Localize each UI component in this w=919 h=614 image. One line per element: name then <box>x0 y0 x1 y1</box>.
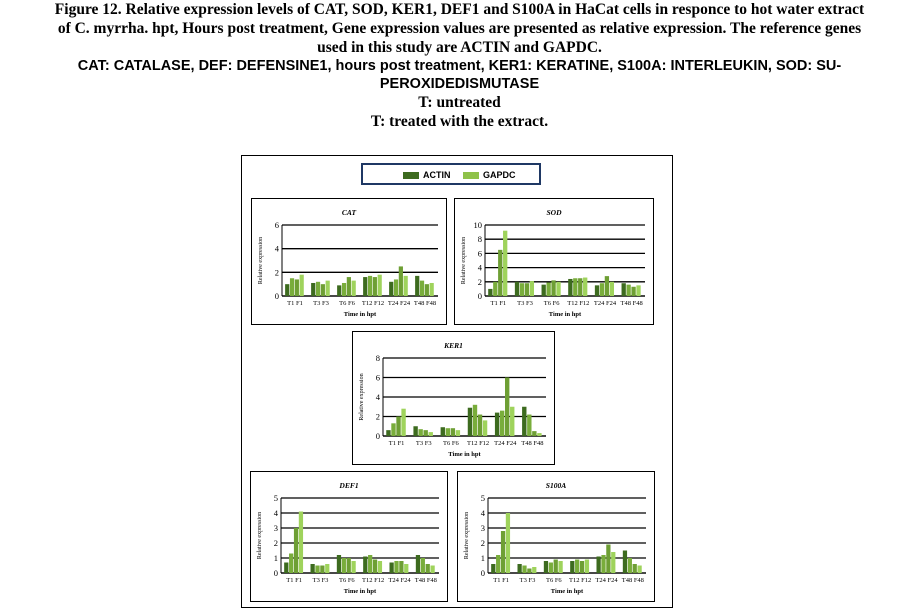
bar <box>363 277 367 296</box>
bar <box>605 276 609 296</box>
bar <box>337 555 341 573</box>
bar <box>378 561 382 573</box>
y-tick-label: 6 <box>375 372 380 383</box>
y-tick-label: 8 <box>375 353 380 363</box>
bar <box>478 415 482 436</box>
x-axis-label: Time in hpt <box>343 588 377 595</box>
y-tick-label: 6 <box>274 220 279 230</box>
bar <box>532 431 536 436</box>
bar <box>596 557 600 574</box>
x-axis-label: Time in hpt <box>343 311 377 318</box>
bar <box>425 284 429 296</box>
bar <box>628 558 632 573</box>
bar <box>289 554 293 574</box>
bar <box>510 407 514 436</box>
bar <box>515 282 519 296</box>
x-tick-label: T12 F12 <box>361 300 385 307</box>
x-tick-label: T24 F24 <box>595 577 618 584</box>
y-tick-label: 0 <box>273 568 278 578</box>
panel-ker1 <box>352 331 555 465</box>
bar <box>320 566 324 574</box>
bar <box>610 282 614 296</box>
bar <box>446 428 450 436</box>
bar <box>373 277 377 296</box>
x-tick-label: T24 F24 <box>593 300 617 307</box>
caption-line-2: of C. myrrha. hpt, Hours post treatment, Gene expression values are presented as relative expression. The reference genes <box>57 20 862 37</box>
y-tick-label: 10 <box>473 220 482 230</box>
bar <box>546 283 550 296</box>
bar <box>537 433 541 436</box>
y-tick-label: 2 <box>375 411 380 422</box>
bar <box>611 552 615 573</box>
y-tick-label: 4 <box>274 243 279 254</box>
bar <box>626 285 630 296</box>
chart-title-ker1: KER1 <box>444 341 463 350</box>
x-tick-label: T3 F3 <box>312 577 329 584</box>
bar <box>424 430 428 436</box>
y-tick-label: 4 <box>480 508 485 518</box>
bar <box>347 277 351 296</box>
bar <box>456 430 460 436</box>
x-tick-label: T24 F24 <box>387 300 411 307</box>
x-tick-label: T24 F24 <box>494 440 517 447</box>
panel-def1 <box>250 471 448 602</box>
y-tick-label: 0 <box>274 291 279 301</box>
x-tick-label: T3 F3 <box>313 300 329 307</box>
x-tick-label: T12 F12 <box>466 440 490 447</box>
y-axis-label: Relative expression <box>258 236 264 285</box>
bar <box>294 528 298 573</box>
bar <box>500 411 504 436</box>
bar <box>430 283 434 296</box>
bar <box>636 285 640 296</box>
x-tick-label: T12 F12 <box>362 577 385 584</box>
x-tick-label: T48 F48 <box>620 300 643 307</box>
bar <box>396 417 400 437</box>
caption-line-3: used in this study are ACTIN and GAPDC. <box>317 39 602 56</box>
bar <box>368 276 372 296</box>
bar <box>631 287 635 296</box>
y-tick-label: 3 <box>273 523 278 533</box>
x-tick-label: T1 F1 <box>286 577 303 584</box>
bar <box>532 567 536 573</box>
bar <box>491 564 495 573</box>
bar <box>429 432 433 436</box>
bar <box>363 557 367 574</box>
bar <box>520 283 524 296</box>
x-tick-label: T48 F48 <box>621 577 644 584</box>
chart-def1 <box>251 472 447 601</box>
bar <box>633 564 637 573</box>
bar <box>401 409 405 436</box>
bar <box>413 426 417 436</box>
x-tick-label: T12 F12 <box>567 300 590 307</box>
bar <box>580 561 584 573</box>
bar <box>421 558 425 573</box>
bar <box>386 430 390 436</box>
bar <box>316 282 320 296</box>
y-axis-label: Relative expression <box>257 511 263 560</box>
panel-cat <box>251 198 447 325</box>
y-tick-label: 4 <box>273 508 278 518</box>
bar <box>399 266 403 296</box>
bar <box>517 564 521 573</box>
chart-cat <box>252 199 446 324</box>
chart-legend <box>361 163 541 185</box>
bar <box>468 408 472 436</box>
bar <box>549 563 553 574</box>
bar <box>585 560 589 574</box>
bar <box>522 407 526 436</box>
bar <box>315 566 319 574</box>
bar <box>352 281 356 296</box>
legend-item-gapdc <box>463 170 516 180</box>
bar <box>637 566 641 574</box>
bar <box>495 413 499 436</box>
bar <box>503 231 507 296</box>
x-axis-label: Time in hpt <box>550 588 584 595</box>
y-axis-label: Relative expression <box>461 236 467 285</box>
bar <box>368 555 372 573</box>
bar <box>451 428 455 436</box>
bar <box>337 285 341 296</box>
bar <box>300 275 304 296</box>
bar <box>522 566 526 574</box>
x-tick-label: T6 F6 <box>545 577 562 584</box>
bar <box>558 561 562 573</box>
bar <box>530 281 534 296</box>
bar <box>391 423 395 436</box>
bar <box>583 278 587 296</box>
bar <box>351 561 355 573</box>
legend-swatch-actin <box>403 172 419 179</box>
x-tick-label: T1 F1 <box>490 300 507 307</box>
bar <box>501 531 505 573</box>
x-axis-label: Time in hpt <box>448 451 481 458</box>
x-tick-label: T1 F1 <box>388 440 405 447</box>
bar <box>573 278 577 296</box>
bar <box>551 280 555 296</box>
y-tick-label: 4 <box>375 392 380 402</box>
bar <box>295 279 299 296</box>
x-tick-label: T6 F6 <box>338 577 355 584</box>
bar <box>285 284 289 296</box>
bar <box>568 279 572 296</box>
y-axis-label: Relative expression <box>359 373 365 421</box>
abbreviations-line-1: CAT: CATALASE, DEF: DEFENSINE1, hours post treatment, KER1: KERATINE, S100A: INTERLEUKIN, SOD: SU- <box>77 58 842 74</box>
bar <box>544 561 548 573</box>
legend-swatch-gapdc <box>463 172 479 179</box>
bar <box>321 284 325 296</box>
y-tick-label: 2 <box>274 267 279 278</box>
bar <box>310 564 314 573</box>
note-treated: T: treated with the extract. <box>370 113 549 130</box>
abbreviations-line-2: PEROXIDEDISMUTASE <box>379 76 540 92</box>
y-tick-label: 0 <box>480 568 485 578</box>
x-tick-label: T48 F48 <box>413 300 437 307</box>
bar <box>416 555 420 573</box>
figure-caption <box>0 0 919 131</box>
bar <box>326 281 330 296</box>
note-untreated: T: untreated <box>418 94 501 111</box>
bar <box>527 569 531 574</box>
panel-s100a <box>457 471 655 602</box>
chart-title-cat: CAT <box>341 208 357 217</box>
bar <box>373 560 377 574</box>
bar <box>441 427 445 436</box>
y-tick-label: 2 <box>273 538 278 548</box>
bar <box>601 555 605 573</box>
bar <box>325 564 329 573</box>
y-tick-label: 2 <box>477 276 482 287</box>
x-tick-label: T3 F3 <box>415 440 432 447</box>
x-tick-label: T48 F48 <box>521 440 544 447</box>
bar <box>570 561 574 573</box>
y-tick-label: 0 <box>375 431 380 441</box>
bar <box>399 561 403 573</box>
bar <box>426 564 430 573</box>
bar <box>347 558 351 573</box>
x-tick-label: T48 F48 <box>414 577 437 584</box>
bar <box>623 551 627 574</box>
bar <box>420 281 424 296</box>
chart-title-s100a: S100A <box>545 481 567 490</box>
bar <box>542 285 546 296</box>
bar <box>600 283 604 296</box>
bar <box>299 512 303 574</box>
legend-label-gapdc: GAPDC <box>483 170 516 180</box>
y-tick-label: 2 <box>480 538 485 548</box>
x-tick-label: T6 F6 <box>543 300 560 307</box>
bar <box>525 283 529 296</box>
x-tick-label: T3 F3 <box>519 577 536 584</box>
x-tick-label: T1 F1 <box>493 577 510 584</box>
bar <box>284 563 288 574</box>
chart-title-sod: SOD <box>546 208 562 217</box>
bar <box>394 279 398 296</box>
bar <box>488 289 492 296</box>
bar <box>483 420 487 436</box>
bar <box>404 276 408 296</box>
y-tick-label: 8 <box>477 234 482 245</box>
chart-sod <box>455 199 653 324</box>
panel-sod <box>454 198 654 325</box>
chart-s100a <box>458 472 654 601</box>
x-axis-label: Time in hpt <box>548 311 582 318</box>
caption-line-1: Figure 12. Relative expression levels of CAT, SOD, KER1, DEF1 and S100A in HaCat cells in responce to hot water extract <box>54 1 865 18</box>
y-tick-label: 5 <box>273 493 278 503</box>
bar <box>311 283 315 296</box>
bar <box>493 282 497 296</box>
bar <box>595 285 599 296</box>
y-axis-label: Relative expression <box>464 511 470 560</box>
bar <box>527 415 531 436</box>
bar <box>389 563 393 574</box>
x-tick-label: T6 F6 <box>339 300 355 307</box>
bar <box>404 564 408 573</box>
bar <box>556 282 560 296</box>
legend-item-actin <box>403 170 451 180</box>
y-tick-label: 1 <box>273 553 278 563</box>
x-tick-label: T6 F6 <box>443 440 459 447</box>
x-tick-label: T1 F1 <box>287 300 303 307</box>
chart-ker1 <box>353 332 554 464</box>
bar <box>473 405 477 436</box>
bar <box>389 282 393 296</box>
x-tick-label: T3 F3 <box>517 300 533 307</box>
bar <box>342 283 346 296</box>
y-tick-label: 5 <box>480 493 485 503</box>
bar <box>290 278 294 296</box>
y-tick-label: 3 <box>480 523 485 533</box>
legend-label-actin: ACTIN <box>423 170 451 180</box>
bar <box>430 566 434 574</box>
bar <box>378 275 382 296</box>
bar <box>578 278 582 296</box>
y-tick-label: 6 <box>477 248 482 259</box>
bar <box>505 378 509 437</box>
x-tick-label: T12 F12 <box>569 577 592 584</box>
bar <box>496 555 500 573</box>
bar <box>415 276 419 296</box>
bar <box>342 558 346 573</box>
bar <box>606 545 610 574</box>
chart-title-def1: DEF1 <box>339 481 359 490</box>
bar <box>394 561 398 573</box>
bar <box>622 283 626 296</box>
x-tick-label: T24 F24 <box>388 577 411 584</box>
y-tick-label: 1 <box>480 553 485 563</box>
y-tick-label: 0 <box>477 291 482 301</box>
y-tick-label: 4 <box>477 262 482 273</box>
bar <box>418 429 422 436</box>
bar <box>575 560 579 574</box>
bar <box>554 560 558 574</box>
bar <box>506 513 510 573</box>
bar <box>498 250 502 296</box>
